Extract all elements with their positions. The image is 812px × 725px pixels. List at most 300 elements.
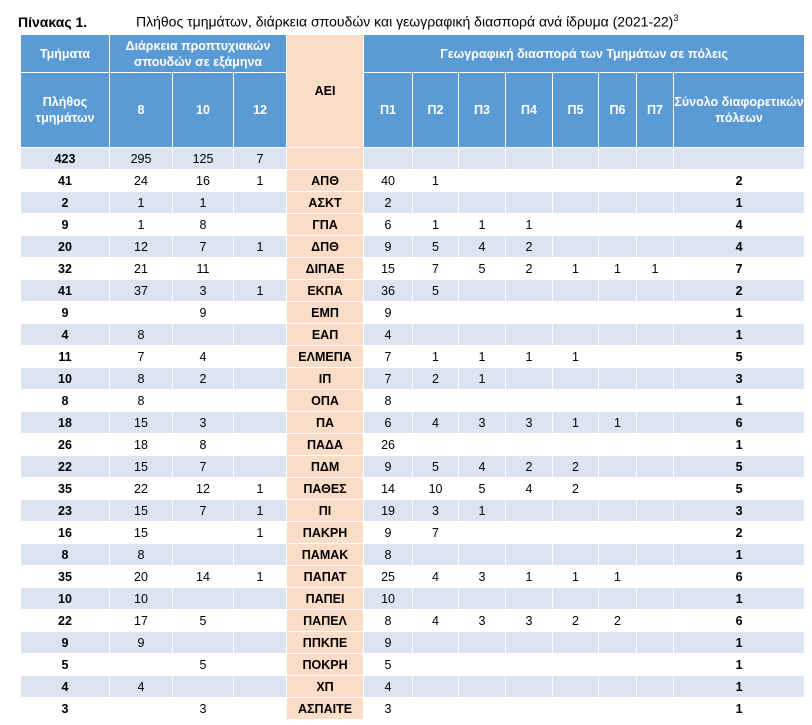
cell-d12 [234, 698, 287, 720]
cell-p5: 1 [553, 258, 599, 280]
cell-p3 [459, 302, 506, 324]
cell-p6 [599, 192, 637, 214]
table-row [21, 610, 805, 632]
table-row [21, 698, 805, 720]
cell-p2: 4 [413, 610, 459, 632]
cell-p2 [413, 192, 459, 214]
cell-d8: 7 [110, 346, 173, 368]
cell-p6 [599, 478, 637, 500]
cell-d12: 1 [234, 522, 287, 544]
cell-p2: 1 [413, 214, 459, 236]
table-body [21, 148, 805, 720]
cell-total-cities: 1 [674, 544, 805, 566]
table-row [21, 412, 805, 434]
cell-p6: 1 [599, 412, 637, 434]
header-departments: Τμήματα [21, 35, 110, 73]
cell-d8 [110, 302, 173, 324]
cell-departments: 5 [21, 654, 110, 676]
cell-p4 [506, 654, 553, 676]
cell-d10: 8 [173, 434, 234, 456]
cell-p7 [637, 170, 674, 192]
cell-departments: 8 [21, 544, 110, 566]
cell-p2: 5 [413, 456, 459, 478]
cell-p5 [553, 302, 599, 324]
cell-total-cities: 2 [674, 280, 805, 302]
table-row [21, 500, 805, 522]
cell-departments: 9 [21, 302, 110, 324]
cell-d12: 1 [234, 500, 287, 522]
cell-total-cities: 1 [674, 324, 805, 346]
cell-p6 [599, 214, 637, 236]
cell-university: ΠΑΔΑ [287, 434, 364, 456]
cell-p2: 1 [413, 170, 459, 192]
cell-p5 [553, 434, 599, 456]
cell-p4 [506, 434, 553, 456]
cell-departments: 9 [21, 632, 110, 654]
cell-total-cities: 5 [674, 478, 805, 500]
cell-p1: 15 [364, 258, 413, 280]
cell-total-cities: 1 [674, 588, 805, 610]
cell-p3 [459, 170, 506, 192]
table-caption [18, 8, 678, 28]
departments-table [20, 34, 805, 720]
cell-p4 [506, 170, 553, 192]
cell-total-cities: 1 [674, 390, 805, 412]
cell-p6 [599, 500, 637, 522]
cell-d8: 15 [110, 412, 173, 434]
cell-d8: 17 [110, 610, 173, 632]
cell-p5 [553, 368, 599, 390]
cell-d10: 4 [173, 346, 234, 368]
cell-d12 [234, 610, 287, 632]
cell-d12 [234, 302, 287, 324]
cell-d10 [173, 522, 234, 544]
cell-p1: 3 [364, 698, 413, 720]
cell-p3 [459, 390, 506, 412]
cell-p2: 7 [413, 258, 459, 280]
cell-d12 [234, 434, 287, 456]
cell-p2: 10 [413, 478, 459, 500]
cell-d8: 295 [110, 148, 173, 170]
cell-departments: 18 [21, 412, 110, 434]
cell-p2: 4 [413, 412, 459, 434]
header-d12: 12 [234, 73, 287, 148]
cell-d10 [173, 390, 234, 412]
cell-p7 [637, 236, 674, 258]
cell-p3: 4 [459, 456, 506, 478]
table-row [21, 324, 805, 346]
cell-university: ΕΑΠ [287, 324, 364, 346]
cell-p6 [599, 324, 637, 346]
header-aei: ΑΕΙ [287, 35, 364, 148]
cell-total-cities: 6 [674, 610, 805, 632]
cell-p2 [413, 654, 459, 676]
table-row [21, 368, 805, 390]
cell-university: ΠΑΚΡΗ [287, 522, 364, 544]
cell-p4 [506, 324, 553, 346]
cell-p5 [553, 170, 599, 192]
cell-university: ΕΚΠΑ [287, 280, 364, 302]
cell-p5 [553, 654, 599, 676]
cell-p4: 4 [506, 478, 553, 500]
cell-d10: 9 [173, 302, 234, 324]
cell-total-cities: 5 [674, 456, 805, 478]
cell-departments: 22 [21, 610, 110, 632]
cell-total-cities: 1 [674, 434, 805, 456]
cell-total-cities [674, 148, 805, 170]
cell-p2 [413, 698, 459, 720]
cell-p1 [364, 148, 413, 170]
cell-d8: 10 [110, 588, 173, 610]
cell-d8: 15 [110, 522, 173, 544]
cell-d12 [234, 456, 287, 478]
cell-d10: 5 [173, 610, 234, 632]
cell-departments: 423 [21, 148, 110, 170]
table-row [21, 346, 805, 368]
cell-p5: 1 [553, 412, 599, 434]
table-row [21, 280, 805, 302]
cell-p7 [637, 500, 674, 522]
cell-p2: 2 [413, 368, 459, 390]
cell-university: ΑΠΘ [287, 170, 364, 192]
cell-p3 [459, 588, 506, 610]
cell-p5 [553, 676, 599, 698]
cell-d12 [234, 258, 287, 280]
cell-p4 [506, 280, 553, 302]
cell-p5 [553, 588, 599, 610]
cell-p6: 1 [599, 258, 637, 280]
cell-d12 [234, 214, 287, 236]
cell-p5 [553, 698, 599, 720]
table-header [21, 35, 805, 148]
cell-university: ΕΛΜΕΠΑ [287, 346, 364, 368]
cell-p6 [599, 632, 637, 654]
cell-p3 [459, 192, 506, 214]
cell-d10 [173, 588, 234, 610]
cell-departments: 26 [21, 434, 110, 456]
cell-d8: 37 [110, 280, 173, 302]
cell-p3 [459, 434, 506, 456]
cell-p3 [459, 654, 506, 676]
cell-d10: 1 [173, 192, 234, 214]
cell-p7 [637, 302, 674, 324]
cell-d12 [234, 346, 287, 368]
cell-p6 [599, 302, 637, 324]
cell-p3 [459, 544, 506, 566]
cell-departments: 22 [21, 456, 110, 478]
cell-p2 [413, 632, 459, 654]
cell-p6 [599, 676, 637, 698]
cell-p3: 1 [459, 500, 506, 522]
cell-university: ΑΣΠΑΙΤΕ [287, 698, 364, 720]
table-row [21, 258, 805, 280]
cell-p4 [506, 148, 553, 170]
cell-d12: 7 [234, 148, 287, 170]
cell-total-cities: 3 [674, 500, 805, 522]
cell-departments: 10 [21, 368, 110, 390]
cell-p4 [506, 676, 553, 698]
cell-total-cities: 4 [674, 236, 805, 258]
cell-total-cities: 6 [674, 412, 805, 434]
cell-university: ΠΑΠΕΛ [287, 610, 364, 632]
cell-p2 [413, 390, 459, 412]
cell-p7 [637, 588, 674, 610]
cell-d10: 3 [173, 280, 234, 302]
cell-p3: 1 [459, 346, 506, 368]
cell-d8: 8 [110, 368, 173, 390]
cell-university: ΟΠΑ [287, 390, 364, 412]
cell-p7 [637, 566, 674, 588]
cell-d12 [234, 412, 287, 434]
cell-p3: 4 [459, 236, 506, 258]
cell-p1: 4 [364, 676, 413, 698]
cell-d10: 3 [173, 698, 234, 720]
cell-p7 [637, 148, 674, 170]
cell-p4: 2 [506, 456, 553, 478]
cell-p7: 1 [637, 258, 674, 280]
cell-p7 [637, 610, 674, 632]
cell-departments: 32 [21, 258, 110, 280]
header-p2: Π2 [413, 73, 459, 148]
header-d8: 8 [110, 73, 173, 148]
cell-p3 [459, 676, 506, 698]
cell-p1: 5 [364, 654, 413, 676]
cell-p7 [637, 522, 674, 544]
cell-departments: 11 [21, 346, 110, 368]
cell-university: ΓΠΑ [287, 214, 364, 236]
cell-departments: 35 [21, 566, 110, 588]
cell-p6 [599, 698, 637, 720]
table-row [21, 566, 805, 588]
cell-d8 [110, 698, 173, 720]
cell-p4: 3 [506, 412, 553, 434]
cell-p1: 40 [364, 170, 413, 192]
cell-total-cities: 1 [674, 632, 805, 654]
cell-d8: 15 [110, 456, 173, 478]
header-duration-group: Διάρκεια προπτυχιακών σπουδών σε εξάμηνα [110, 35, 287, 73]
cell-p1: 8 [364, 544, 413, 566]
cell-d10: 5 [173, 654, 234, 676]
cell-departments: 20 [21, 236, 110, 258]
cell-p7 [637, 192, 674, 214]
cell-total-cities: 5 [674, 346, 805, 368]
cell-p1: 6 [364, 214, 413, 236]
cell-d10: 7 [173, 236, 234, 258]
cell-p2: 4 [413, 566, 459, 588]
cell-d10: 16 [173, 170, 234, 192]
cell-d10: 2 [173, 368, 234, 390]
cell-departments: 9 [21, 214, 110, 236]
cell-d8: 21 [110, 258, 173, 280]
cell-university: ΔΠΘ [287, 236, 364, 258]
cell-p1: 25 [364, 566, 413, 588]
cell-p5: 1 [553, 566, 599, 588]
cell-university: ΠΑΠΕΙ [287, 588, 364, 610]
header-count: Πλήθος τμημάτων [21, 73, 110, 148]
cell-d10: 14 [173, 566, 234, 588]
cell-p2: 5 [413, 236, 459, 258]
cell-p1: 9 [364, 236, 413, 258]
cell-university: ΠΟΚΡΗ [287, 654, 364, 676]
cell-p6 [599, 434, 637, 456]
cell-p3 [459, 324, 506, 346]
cell-p5 [553, 522, 599, 544]
cell-p5 [553, 632, 599, 654]
cell-university: ΧΠ [287, 676, 364, 698]
cell-d12 [234, 368, 287, 390]
cell-p5 [553, 236, 599, 258]
cell-d12 [234, 588, 287, 610]
cell-departments: 3 [21, 698, 110, 720]
cell-d12 [234, 390, 287, 412]
cell-p2: 5 [413, 280, 459, 302]
cell-p4 [506, 588, 553, 610]
cell-p4 [506, 192, 553, 214]
cell-total-cities: 6 [674, 566, 805, 588]
cell-d8: 8 [110, 544, 173, 566]
cell-departments: 4 [21, 324, 110, 346]
cell-p3 [459, 522, 506, 544]
cell-d10: 8 [173, 214, 234, 236]
cell-p1: 4 [364, 324, 413, 346]
cell-d12: 1 [234, 170, 287, 192]
cell-p5: 2 [553, 456, 599, 478]
cell-departments: 10 [21, 588, 110, 610]
cell-p3: 1 [459, 368, 506, 390]
table-row [21, 522, 805, 544]
cell-p4 [506, 632, 553, 654]
cell-p2: 3 [413, 500, 459, 522]
cell-p1: 9 [364, 522, 413, 544]
cell-d10 [173, 676, 234, 698]
cell-p2: 1 [413, 346, 459, 368]
cell-departments: 8 [21, 390, 110, 412]
cell-p2 [413, 676, 459, 698]
cell-d12 [234, 544, 287, 566]
cell-p6 [599, 368, 637, 390]
cell-d8: 1 [110, 214, 173, 236]
table-row [21, 214, 805, 236]
cell-p1: 6 [364, 412, 413, 434]
cell-p7 [637, 478, 674, 500]
cell-departments: 4 [21, 676, 110, 698]
cell-p1: 10 [364, 588, 413, 610]
cell-total-cities: 1 [674, 676, 805, 698]
cell-p3: 5 [459, 258, 506, 280]
cell-p7 [637, 324, 674, 346]
cell-university: ΠΑΜΑΚ [287, 544, 364, 566]
cell-university: ΠΠΚΠΕ [287, 632, 364, 654]
cell-p4 [506, 302, 553, 324]
table-row [21, 302, 805, 324]
cell-university: ΕΜΠ [287, 302, 364, 324]
cell-d10: 7 [173, 500, 234, 522]
cell-p5 [553, 214, 599, 236]
cell-university: ΙΠ [287, 368, 364, 390]
cell-p7 [637, 456, 674, 478]
table-row [21, 588, 805, 610]
table-row [21, 434, 805, 456]
cell-d10: 3 [173, 412, 234, 434]
cell-total-cities: 1 [674, 302, 805, 324]
cell-p4 [506, 522, 553, 544]
table-row [21, 456, 805, 478]
cell-p7 [637, 676, 674, 698]
header-p3: Π3 [459, 73, 506, 148]
cell-d12: 1 [234, 478, 287, 500]
table-row [21, 236, 805, 258]
cell-p1: 8 [364, 610, 413, 632]
table-row [21, 192, 805, 214]
cell-total-cities: 1 [674, 654, 805, 676]
cell-university: ΠΑΠΑΤ [287, 566, 364, 588]
cell-p4: 1 [506, 214, 553, 236]
cell-p7 [637, 412, 674, 434]
cell-p6 [599, 170, 637, 192]
cell-p4 [506, 544, 553, 566]
cell-total-cities: 2 [674, 170, 805, 192]
cell-p7 [637, 632, 674, 654]
cell-d10: 125 [173, 148, 234, 170]
cell-p5: 2 [553, 610, 599, 632]
cell-departments: 35 [21, 478, 110, 500]
cell-p5: 2 [553, 478, 599, 500]
cell-university: ΠΑΘΕΣ [287, 478, 364, 500]
table-row [21, 676, 805, 698]
table-row [21, 390, 805, 412]
cell-p4: 2 [506, 236, 553, 258]
cell-p6 [599, 456, 637, 478]
cell-p4 [506, 368, 553, 390]
cell-p4 [506, 390, 553, 412]
cell-p3 [459, 280, 506, 302]
cell-p5: 1 [553, 346, 599, 368]
cell-p3: 3 [459, 412, 506, 434]
header-p7: Π7 [637, 73, 674, 148]
cell-total-cities: 7 [674, 258, 805, 280]
cell-p7 [637, 280, 674, 302]
header-d10: 10 [173, 73, 234, 148]
cell-d8: 20 [110, 566, 173, 588]
cell-p6 [599, 522, 637, 544]
cell-p4 [506, 698, 553, 720]
cell-d12: 1 [234, 236, 287, 258]
cell-p2: 7 [413, 522, 459, 544]
cell-p5 [553, 324, 599, 346]
cell-departments: 23 [21, 500, 110, 522]
cell-p1: 9 [364, 302, 413, 324]
cell-p6 [599, 236, 637, 258]
cell-p7 [637, 698, 674, 720]
cell-p1: 7 [364, 346, 413, 368]
cell-p6 [599, 346, 637, 368]
cell-p3: 3 [459, 566, 506, 588]
header-p6: Π6 [599, 73, 637, 148]
cell-d12 [234, 324, 287, 346]
cell-d8: 9 [110, 632, 173, 654]
table-row [21, 544, 805, 566]
cell-p6 [599, 148, 637, 170]
cell-d10: 11 [173, 258, 234, 280]
cell-d8: 24 [110, 170, 173, 192]
cell-p4 [506, 500, 553, 522]
cell-p6 [599, 544, 637, 566]
cell-university: ΔΙΠΑΕ [287, 258, 364, 280]
cell-university [287, 148, 364, 170]
cell-d12 [234, 654, 287, 676]
cell-p1: 9 [364, 632, 413, 654]
cell-total-cities: 3 [674, 368, 805, 390]
